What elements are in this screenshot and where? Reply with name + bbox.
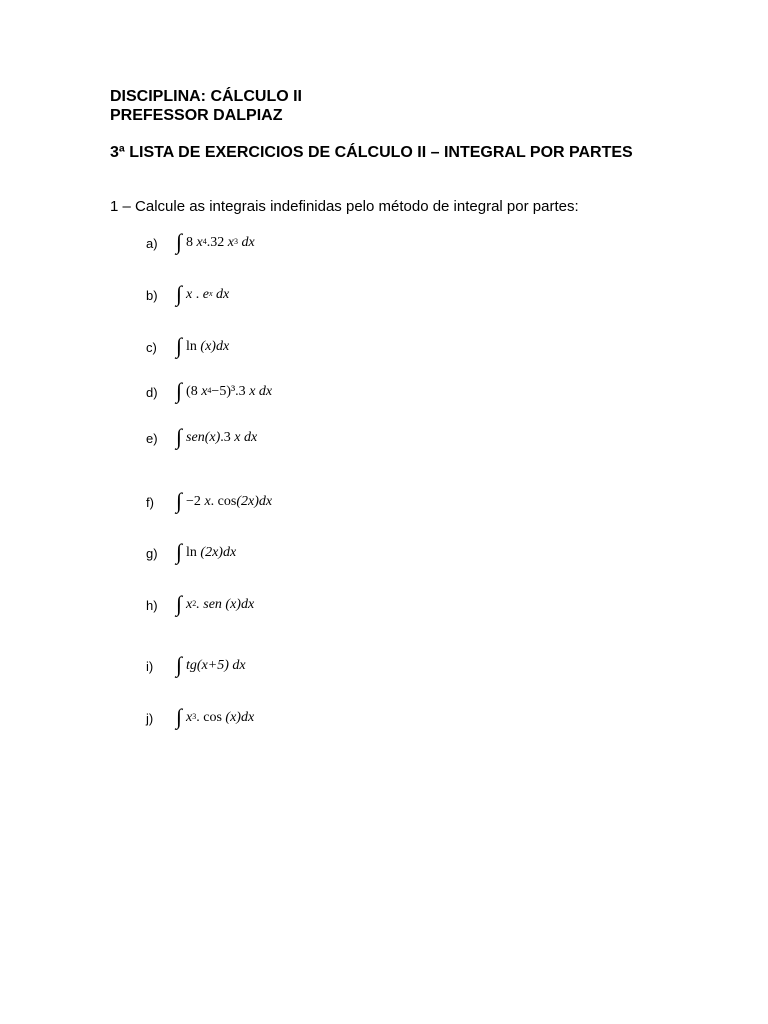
integral-sign-icon: ∫ bbox=[176, 591, 183, 616]
exercise-instruction: 1 – Calcule as integrais indefinidas pelo método de integral por partes: bbox=[110, 198, 579, 215]
exercise-item-h bbox=[146, 592, 254, 618]
integral-sign-icon: ∫ bbox=[176, 424, 183, 449]
professor-line: PREFESSOR DALPIAZ bbox=[110, 107, 283, 124]
exercise-item-d bbox=[146, 379, 272, 405]
item-label: d) bbox=[146, 384, 158, 400]
integral-formula: ∫ sen (x) .3 x dx bbox=[176, 424, 258, 449]
exercise-item-j bbox=[146, 705, 254, 731]
exercise-item-a bbox=[146, 230, 255, 256]
integral-sign-icon: ∫ bbox=[176, 281, 183, 306]
integral-formula: ∫ tg (x+5) dx bbox=[176, 652, 246, 677]
integral-formula: ∫ ln (2x) dx bbox=[176, 539, 237, 564]
exercise-item-f bbox=[146, 489, 272, 515]
exercise-item-e bbox=[146, 425, 257, 451]
item-label: i) bbox=[146, 658, 154, 674]
list-title: 3ª LISTA DE EXERCICIOS DE CÁLCULO II – INTEGRAL POR PARTES bbox=[110, 144, 633, 161]
item-label: e) bbox=[146, 430, 158, 446]
integral-formula: ∫ x . e $^x$ dx bbox=[176, 281, 230, 306]
integral-sign-icon: ∫ bbox=[176, 539, 183, 564]
item-label: c) bbox=[146, 339, 157, 355]
integral-sign-icon: ∫ bbox=[176, 378, 183, 403]
exercise-item-c bbox=[146, 334, 229, 360]
discipline-line: DISCIPLINA: CÁLCULO II bbox=[110, 88, 302, 105]
integral-sign-icon: ∫ bbox=[176, 652, 183, 677]
integral-formula: ∫ ln (x) dx bbox=[176, 333, 230, 358]
integral-formula: ∫ x $^3$ . cos (x) dx bbox=[176, 704, 255, 729]
integral-sign-icon: ∫ bbox=[176, 704, 183, 729]
exercise-item-b bbox=[146, 282, 229, 308]
integral-formula: ∫ −2 x . cos (2x) dx bbox=[176, 488, 273, 513]
item-label: j) bbox=[146, 710, 154, 726]
integral-formula: ∫ 8 x $^4$ .32 x $^3$ dx bbox=[176, 229, 255, 254]
item-label: h) bbox=[146, 597, 158, 613]
integral-sign-icon: ∫ bbox=[176, 333, 183, 358]
item-label: g) bbox=[146, 545, 158, 561]
exercise-item-i bbox=[146, 653, 246, 679]
document-header bbox=[110, 87, 302, 125]
item-label: f) bbox=[146, 494, 154, 510]
exercise-item-g bbox=[146, 540, 236, 566]
item-label: b) bbox=[146, 287, 158, 303]
integral-sign-icon: ∫ bbox=[176, 488, 183, 513]
integral-sign-icon: ∫ bbox=[176, 229, 183, 254]
integral-formula: ∫ x $^2$ . sen (x) dx bbox=[176, 591, 255, 616]
item-label: a) bbox=[146, 235, 158, 251]
integral-formula: ∫ (8 x $^4$ −5)³.3 x dx bbox=[176, 378, 273, 403]
